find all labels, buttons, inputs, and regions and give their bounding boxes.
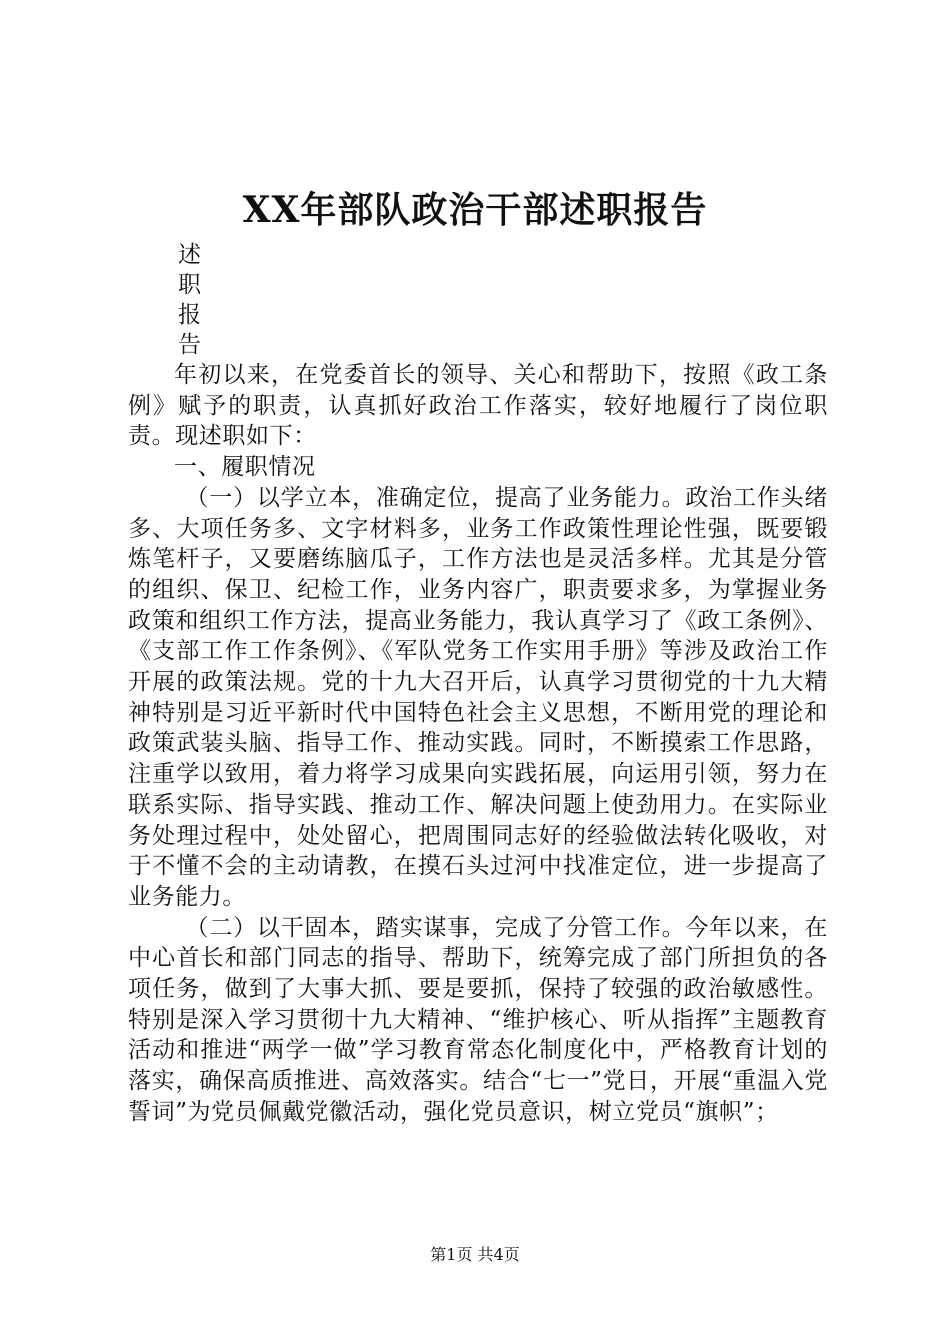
vertical-heading-char: 述 bbox=[178, 242, 201, 268]
vertical-heading-char: 职 bbox=[178, 272, 201, 298]
vertical-heading-char: 报 bbox=[178, 302, 201, 328]
section-heading: 一、履职情况 bbox=[174, 454, 316, 481]
page-number: 第1页 共4页 bbox=[430, 1245, 520, 1264]
body-paragraph: （二）以干固本，踏实谋事，完成了分管工作。今年以来，在中心首长和部门同志的指导、帮助下，统筹完成了部门所担负的各项任务，做到了大事大抓、要是要抓，保持了较强的政治敏感性。特别是深入学习贯彻十九大精神、“维护核心、听从指挥”主题教育活动和推进“两学一做”学习教育常态化制度化中，严格教育计划的落实，确保高质推进、高效落实。结合“七一”党日，开展“重温入党誓词”为党员佩戴党徽活动，强化党员意识，树立党员“旗帜”； bbox=[128, 914, 828, 1125]
intro-paragraph: 年初以来，在党委首长的领导、关心和帮助下，按照《政工条例》赋予的职责，认真抓好政治工作落实，较好地履行了岗位职责。现述职如下： bbox=[128, 362, 828, 450]
document-body bbox=[128, 360, 828, 1128]
vertical-heading-char: 告 bbox=[178, 332, 201, 358]
document-title: XX年部队政治干部述职报告 bbox=[242, 189, 708, 231]
vertical-heading bbox=[178, 240, 218, 360]
body-paragraph: （一）以学立本，准确定位，提高了业务能力。政治工作头绪多、大项任务多、文字材料多，业务工作政策性理论性强，既要锻炼笔杆子，又要磨练脑瓜子，工作方法也是灵活多样。尤其是分管的组织、保卫、纪检工作，业务内容广，职责要求多，为掌握业务政策和组织工作方法，提高业务能力，我认真学习了《政工条例》、《支部工作工作条例》、《军队党务工作实用手册》等涉及政治工作开展的政策法规。党的十九大召开后，认真学习贯彻党的十九大精神特别是习近平新时代中国特色社会主义思想，不断用党的理论和政策武装头脑、指导工作、推动实践。同时，不断摸索工作思路，注重学以致用，着力将学习成果向实践拓展，向运用引领，努力在联系实际、指导实践、推动工作、解决问题上使劲用力。在实际业务处理过程中，处处留心，把周围同志好的经验做法转化吸收，对于不懂不会的主动请教，在摸石头过河中找准定位，进一步提高了业务能力。 bbox=[128, 484, 828, 910]
